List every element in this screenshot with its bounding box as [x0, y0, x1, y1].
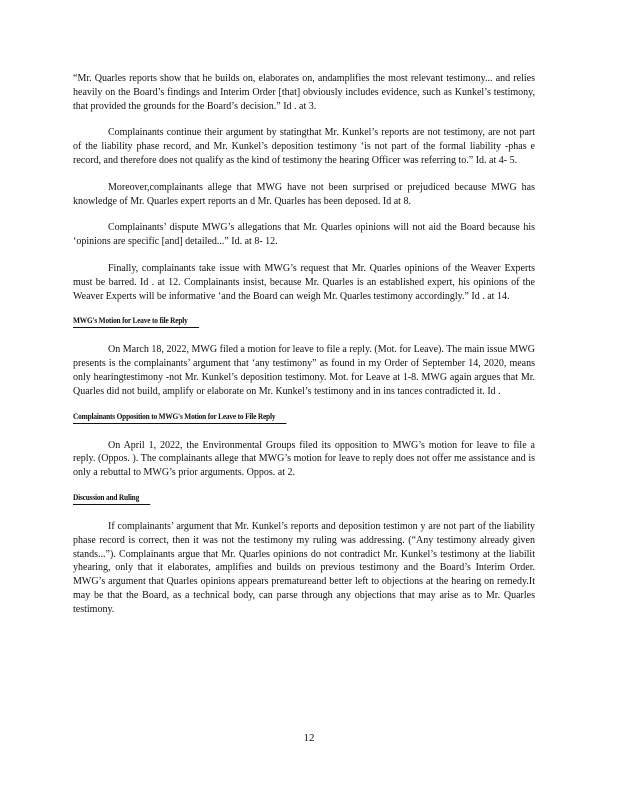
section-heading-wrap: [73, 487, 535, 505]
paragraph-gap: [73, 249, 535, 262]
page-number: 12: [303, 732, 315, 744]
section-heading-complainants-opposition: Complainants Opposition to MWG's Motion for Leave to File Reply: [73, 412, 286, 424]
paragraph-quote-continuation: “Mr. Quarles reports show that he builds on, elaborates on, andamplifies the most relevant testimony... and relies heavily on the Board’s findings and Interim Order [that] obviously includes evidence, such as Kunkel’s testimony, that provided the grounds for the Board’s decision.” Id . at 3.: [73, 73, 535, 112]
section-heading-wrap: [73, 310, 535, 328]
section-heading-mwg-motion: MWG's Motion for Leave to file Reply: [73, 316, 199, 328]
paragraph-complainants-continue: Complainants continue their argument by statingthat Mr. Kunkel’s reports are not testimony, are not part of the liability phase record, and Mr. Kunkel’s deposition testimony ‘is not part of the formal liability -phas e record, and therefore does not qualify as the kind of testimony the hearing Officer was referring to.” Id. at 4- 5.: [73, 127, 535, 166]
section-heading-discussion: Discussion and Ruling: [73, 493, 150, 505]
paragraph-complainants-dispute: Complainants’ dispute MWG’s allegations that Mr. Quarles opinions will not aid the Board because his ‘opinions are specific [and] detailed...” Id. at 8- 12.: [73, 222, 535, 248]
paragraph-finally: Finally, complainants take issue with MWG’s request that Mr. Quarles opinions of the Weaver Experts must be barred. Id . at 12. Complainants insist, because Mr. Quarles is an established expert, his opinions of the Weaver Experts will be informative ‘and the Board can weigh Mr. Quarles testimony accordingly.” Id . at 14.: [73, 262, 535, 302]
paragraph-gap: [73, 208, 535, 221]
paragraph-complainants-opposition: On April 1, 2022, the Environmental Groups filed its opposition to MWG’s motion for leave to file a reply. (Oppos. ). The complainants allege that MWG’s motion for leave to reply does not offer me assistance and is only a rebuttal to MWG’s prior arguments. Oppos. at 2.: [73, 439, 535, 479]
page-body: [73, 72, 535, 617]
paragraph-gap: [73, 113, 535, 126]
paragraph-mwg-motion: On March 18, 2022, MWG filed a motion for leave to file a reply. (Mot. for Leave). The main issue MWG presents is the complainants’ argument that ‘any testimony” as found in my Order of September 14, 2020, means only hearingtestimony -not Mr. Kunkel’s deposition testimony. Mot. for Leave at 1-8. MWG again argues that Mr. Quarles did not build, amplify or elaborate on Mr. Kunkel’s testimony and in ins tances contradicted it. Id .: [73, 344, 535, 397]
paragraph-discussion: If complainants’ argument that Mr. Kunkel’s reports and deposition testimon y are not part of the liability phase record is correct, then it was not the testimony my ruling was addressing. (“Any testimony already given stands...”). Complainants argue that Mr. Quarles opinions do not contradict Mr. Kunkel’s testimony at the liabilit yhearing, only that it elaborates, amplifies and builds on previous testimony and the Board’s Interim Order. MWG’s argument that Quarles opinions appears prematureand better left to objections at the hearing on remedy.It may be that the Board, as a technical body, can parse through any objections that may arise as to Mr. Quarles testimony.: [73, 520, 535, 615]
paragraph-moreover: Moreover,complainants allege that MWG have not been surprised or prejudiced because MWG has knowledge of Mr. Quarles expert reports an d Mr. Quarles has been deposed. Id at 8.: [73, 181, 535, 207]
section-heading-wrap: [73, 406, 535, 424]
paragraph-gap: [73, 168, 535, 181]
